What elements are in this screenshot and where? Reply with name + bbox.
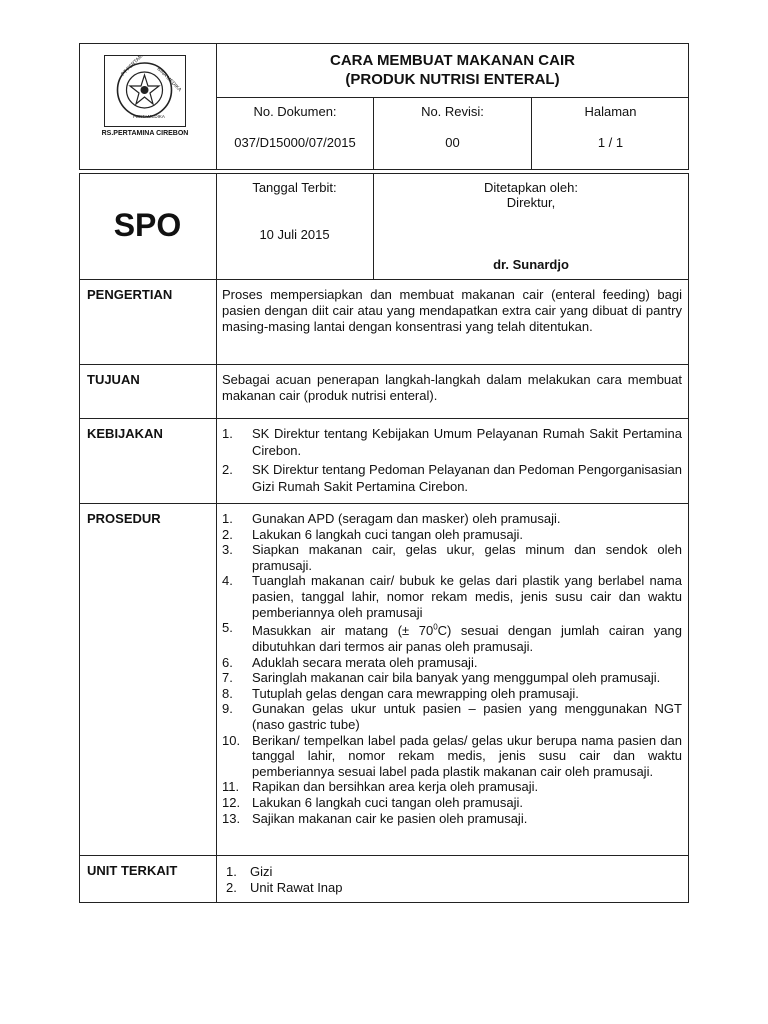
list-text: Gizi: [250, 864, 273, 879]
list-number: 4.: [222, 573, 233, 589]
revision-value: 00: [445, 135, 460, 150]
list-item: [222, 462, 682, 495]
list-item: [222, 655, 682, 671]
list-text: Gunakan APD (seragam dan masker) oleh pramusaji.: [252, 511, 561, 526]
list-text: Aduklah secara merata oleh pramusaji.: [252, 654, 478, 670]
list-item: [222, 701, 682, 732]
list-text: Lakukan 6 langkah cuci tangan oleh pramusaji.: [252, 795, 524, 811]
list-text: Masukkan air matang (± $70^0C$) sesuai dengan jumlah cairan yang dibutuhkan dari termos air panas oleh pramusaji.: [252, 623, 682, 655]
list-item: [222, 779, 682, 795]
list-item: [222, 795, 682, 811]
list-text: Sajikan makanan cair ke pasien oleh pramusaji.: [252, 810, 528, 826]
prosedur-list: [222, 511, 682, 826]
unit-terkait-list: [226, 864, 526, 895]
row-divider: [79, 503, 689, 504]
list-item: [226, 880, 526, 896]
kebijakan-list: [222, 426, 682, 495]
list-number: 12.: [222, 795, 241, 811]
unit-terkait-label: UNIT TERKAIT: [87, 863, 178, 878]
list-text: Siapkan makanan cair, gelas ukur, gelas minum dan sendok oleh pramusaji.: [252, 542, 682, 573]
list-text: Saringlah makanan cair bila banyak yang menggumpal oleh pramusaji.: [252, 670, 661, 686]
issue-date-label: Tanggal Terbit:: [252, 180, 337, 195]
list-item: [222, 620, 682, 655]
list-item: [222, 527, 682, 543]
list-number: 8.: [222, 685, 233, 701]
approved-by-name: dr. Sunardjo: [493, 257, 569, 272]
list-number: 1.: [222, 426, 233, 441]
issue-date-value: 10 Juli 2015: [259, 227, 330, 242]
document-title-line2: (PRODUK NUTRISI ENTERAL): [345, 71, 560, 88]
list-item: [222, 573, 682, 620]
approved-by-role: Direktur,: [506, 195, 556, 210]
list-item: [222, 511, 682, 527]
list-item: [222, 426, 682, 459]
list-item: [226, 864, 526, 880]
list-number: 6.: [222, 654, 233, 670]
svg-text:PT PERTAMINA: PT PERTAMINA: [120, 56, 151, 78]
tujuan-label: TUJUAN: [87, 372, 140, 387]
hospital-logo: [104, 55, 186, 127]
svg-text:BINA MEDIKA: BINA MEDIKA: [155, 66, 183, 94]
revision-label: No. Revisi:: [421, 104, 484, 119]
kebijakan-label: KEBIJAKAN: [87, 426, 163, 441]
list-number: 7.: [222, 670, 233, 686]
page-value: 1 / 1: [597, 135, 624, 150]
row-divider: [79, 855, 689, 856]
doc-no-value: 037/D15000/07/2015: [234, 135, 356, 150]
list-number: 10.: [222, 732, 241, 748]
list-text: Unit Rawat Inap: [250, 879, 343, 895]
page-label: Halaman: [584, 104, 637, 119]
pengertian-label: PENGERTIAN: [87, 287, 173, 302]
list-text: Berikan/ tempelkan label pada gelas/ gelas ukur berupa nama pasien dan tanggal lahir, nomor rekam medis, jenis susu cair dan waktu pemberiannya sesuai label pada plastik makanan cair oleh pramusaji.: [252, 732, 682, 779]
list-text: Rapikan dan bersihkan area kerja oleh pramusaji.: [252, 779, 539, 795]
list-number: 3.: [222, 542, 233, 558]
list-number: 2.: [226, 879, 237, 895]
row-divider: [79, 418, 689, 419]
list-text: SK Direktur tentang Pedoman Pelayanan dan Pedoman Pengorganisasian Gizi Rumah Sakit Pertamina Cirebon.: [252, 462, 683, 494]
approved-by-label: Ditetapkan oleh:: [484, 180, 578, 195]
tujuan-text: Sebagai acuan penerapan langkah-langkah dalam melakukan cara membuat makanan cair (produk nutrisi enteral).: [222, 372, 682, 403]
list-number: 2.: [222, 526, 233, 542]
list-text: Gunakan gelas ukur untuk pasien – pasien yang menggunakan NGT (naso gastric tube): [252, 701, 682, 733]
row-divider: [79, 279, 689, 280]
list-number: 1.: [226, 864, 237, 879]
pengertian-text: Proses mempersiapkan dan membuat makanan cair (enteral feeding) bagi pasien dengan diit cair atau yang mendapatkan extra cair yang dibuat di pantry masing-masing lantai dengan konsentrasi yang telah ditentukan.: [222, 287, 682, 334]
list-item: [222, 542, 682, 573]
list-item: [222, 670, 682, 686]
doc-no-label: No. Dokumen:: [253, 104, 337, 119]
list-text: Tutuplah gelas dengan cara mewrapping oleh pramusaji.: [252, 685, 579, 701]
svg-text:PERTAMEDIKA: PERTAMEDIKA: [133, 114, 165, 119]
list-number: 13.: [222, 810, 241, 826]
list-number: 1.: [222, 511, 233, 526]
document-title-line1: CARA MEMBUAT MAKANAN CAIR: [330, 52, 575, 69]
hospital-name: RS.PERTAMINA CIREBON: [101, 130, 189, 137]
pertamina-emblem-icon: [105, 56, 184, 125]
list-number: 2.: [222, 462, 233, 477]
list-number: 11.: [222, 779, 240, 795]
list-text: Tuanglah makanan cair/ bubuk ke gelas dari plastik yang berlabel nama pasien, tanggal lahir, nomor rekam medis, jenis susu cair dan waktu pemberiannya oleh pramusaji: [252, 573, 682, 620]
list-number: 5.: [222, 620, 233, 636]
spo-label: SPO: [113, 207, 182, 243]
list-text: Lakukan 6 langkah cuci tangan oleh pramusaji.: [252, 526, 524, 542]
list-item: [222, 686, 682, 702]
row-divider: [79, 364, 689, 365]
list-text: SK Direktur tentang Kebijakan Umum Pelayanan Rumah Sakit Pertamina Cirebon.: [252, 426, 682, 458]
list-item: [222, 811, 682, 827]
list-number: 9.: [222, 701, 233, 717]
prosedur-label: PROSEDUR: [87, 511, 161, 526]
label-column-divider: [216, 173, 217, 903]
list-item: [222, 733, 682, 780]
